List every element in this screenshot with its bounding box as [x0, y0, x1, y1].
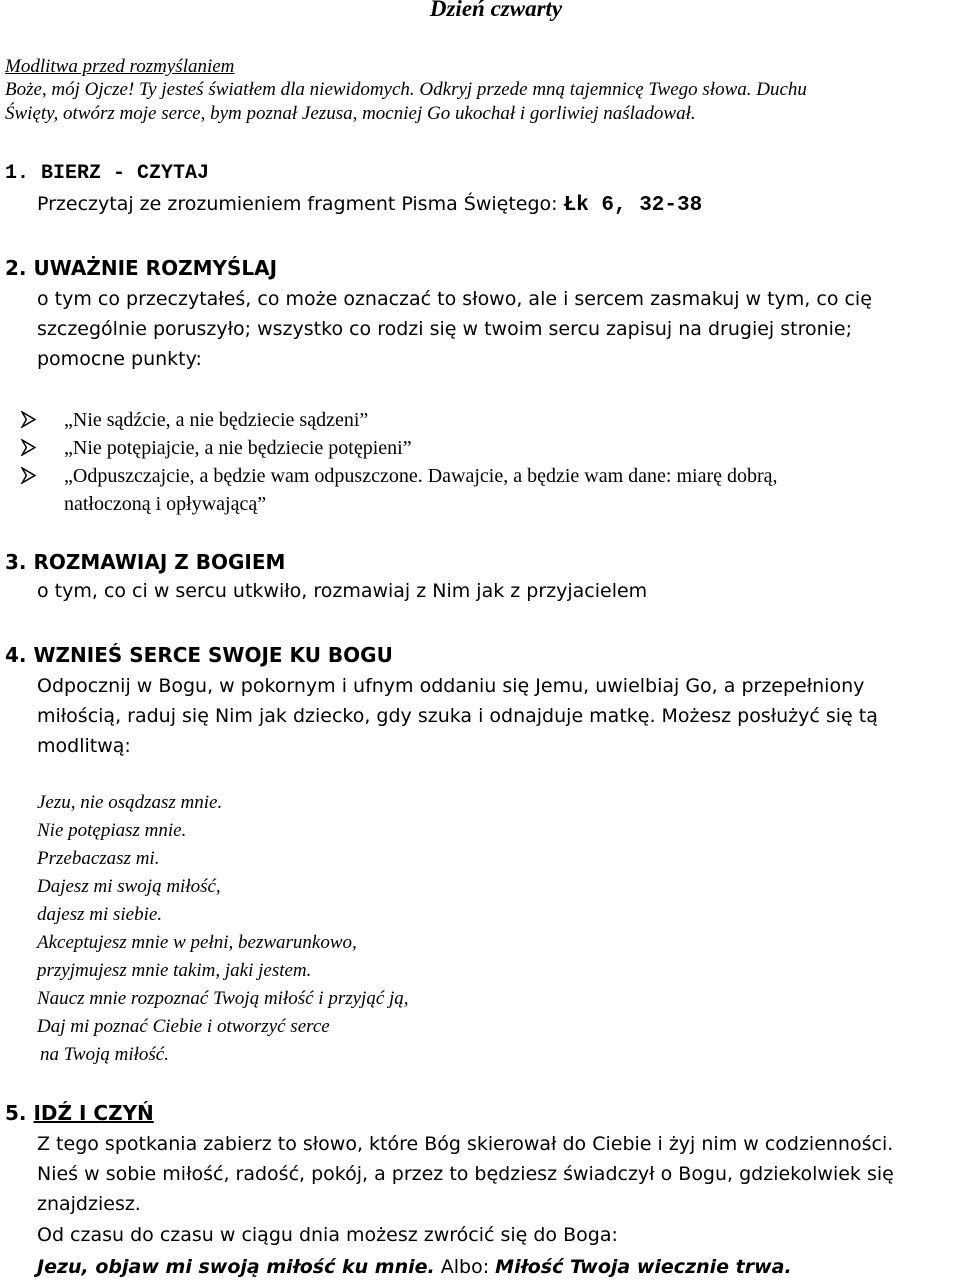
section-4-heading: 4. WZNIEŚ SERCE SWOJE KU BOGU [5, 643, 393, 667]
prayer-line: Naucz mnie rozpoznać Twoją miłość i przyjąć ją, [37, 988, 409, 1009]
opening-prayer-line: Boże, mój Ojcze! Ty jesteś światłem dla niewidomych. Odkryj przede mną tajemnicę Twego słowa. Duchu [5, 79, 807, 100]
point-text: „Nie sądźcie, a nie będziecie sądzeni” [64, 409, 369, 431]
prayer-line: Daj mi poznać Ciebie i otworzyć serce [37, 1016, 330, 1037]
prayer-line: Przebaczasz mi. [37, 848, 160, 869]
section-1-text-prefix: Przeczytaj ze zrozumieniem fragment Pisma Świętego: [37, 193, 564, 215]
section-5-line: znajdziesz. [37, 1193, 141, 1215]
section-2-line: szczególnie poruszyło; wszystko co rodzi się w twoim sercu zapisuj na drugiej stronie; [37, 318, 853, 340]
section-2-line: pomocne punkty: [37, 348, 202, 370]
arrow-bullet-icon [20, 411, 37, 428]
prayer-line: Jezu, nie osądzasz mnie. [37, 792, 223, 813]
list-item [20, 409, 940, 433]
scripture-reference: Łk 6, 32-38 [563, 194, 703, 217]
albo-text: Albo: [434, 1256, 496, 1278]
section-5-heading [5, 1101, 154, 1125]
ejaculation-line [37, 1256, 792, 1278]
ejaculation-2: Miłość Twoja wiecznie trwa. [495, 1256, 792, 1278]
section-1-text [37, 193, 702, 217]
section-3-text: o tym, co ci w sercu utkwiło, rozmawiaj z Nim jak z przyjacielem [37, 580, 648, 602]
section-5-line: Z tego spotkania zabierz to słowo, które Bóg skierował do Ciebie i żyj nim w codzienności. [37, 1133, 894, 1155]
page-title: Dzień czwarty [429, 0, 563, 21]
section-4-line: modlitwą: [37, 735, 131, 757]
prayer-line: na Twoją miłość. [40, 1044, 169, 1065]
point-continuation: natłoczoną i opływającą” [64, 493, 267, 515]
opening-prayer-line: Święty, otwórz moje serce, bym poznał Jezusa, mocniej Go ukochał i gorliwiej naśladował. [5, 103, 696, 124]
section-1-heading: 1. BIERZ - CZYTAJ [5, 162, 210, 185]
section-5-line: Nieś w sobie miłość, radość, pokój, a przez to będziesz świadczył o Bogu, gdziekolwiek się [37, 1163, 894, 1185]
prayer-line: Dajesz mi swoją miłość, [37, 876, 221, 897]
list-item [20, 465, 940, 489]
section-4-line: miłością, raduj się Nim jak dziecko, gdy szuka i odnajduje matkę. Możesz posłużyć się tą [37, 705, 878, 727]
section-5-number: 5. [5, 1101, 34, 1125]
point-text: „Nie potępiajcie, a nie będziecie potępieni” [64, 437, 412, 459]
section-5-line: Od czasu do czasu w ciągu dnia możesz zwrócić się do Boga: [37, 1224, 618, 1246]
section-5-title: IDŹ I CZYŃ [33, 1101, 154, 1125]
ejaculation-1: Jezu, objaw mi swoją miłość ku mnie. [37, 1256, 435, 1278]
opening-prayer-heading: Modlitwa przed rozmyślaniem [5, 56, 235, 77]
section-2-line: o tym co przeczytałeś, co może oznaczać to słowo, ale i sercem zasmakuj w tym, co cię [37, 288, 872, 310]
arrow-bullet-icon [20, 439, 37, 456]
prayer-line: przyjmujesz mnie takim, jaki jestem. [37, 960, 312, 981]
prayer-line: Nie potępiasz mnie. [37, 820, 187, 841]
section-4-line: Odpocznij w Bogu, w pokornym i ufnym oddaniu się Jemu, uwielbiaj Go, a przepełniony [37, 675, 865, 697]
prayer-line: Akceptujesz mnie w pełni, bezwarunkowo, [37, 932, 357, 953]
arrow-bullet-icon [20, 467, 37, 484]
section-2-heading: 2. UWAŻNIE ROZMYŚLAJ [5, 256, 278, 280]
section-3-heading: 3. ROZMAWIAJ Z BOGIEM [5, 550, 286, 574]
point-text: „Odpuszczajcie, a będzie wam odpuszczone. Dawajcie, a będzie wam dane: miarę dobrą, [64, 465, 778, 487]
prayer-line: dajesz mi siebie. [37, 904, 163, 925]
list-item [20, 437, 940, 461]
